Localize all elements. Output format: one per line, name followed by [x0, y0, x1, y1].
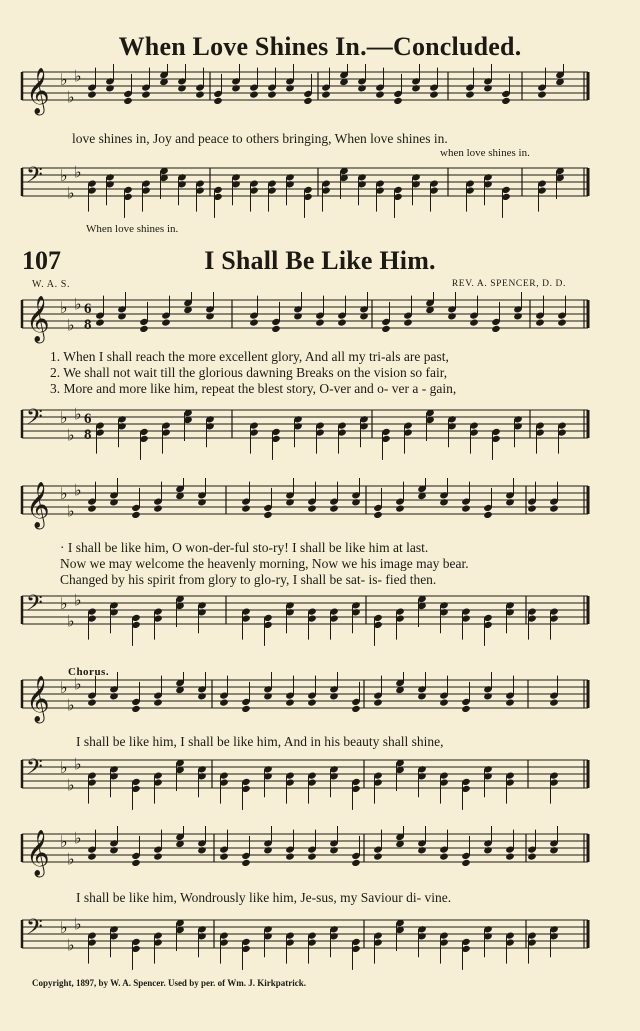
svg-text:♭: ♭ — [67, 315, 75, 335]
svg-text:♭: ♭ — [67, 425, 75, 445]
concluded-title: When Love Shines In.—Concluded. — [118, 32, 522, 61]
verse-3-line-1: 3. More and more like him, repeat the blest story, O-ver and o- ver a - gain, — [50, 381, 457, 396]
verse-3-line-2: Changed by his spirit from glory to glo-ry, I shall be sat- is- fied then. — [60, 572, 437, 587]
svg-text:♭: ♭ — [74, 404, 82, 424]
staff-verse-bass-1 — [0, 396, 640, 476]
chorus-line-1: I shall be like him, I shall be like him, And in his beauty shall shine, — [76, 734, 444, 749]
svg-text:𝄞: 𝄞 — [26, 296, 50, 342]
svg-text:♭: ♭ — [60, 832, 68, 851]
svg-text:♭: ♭ — [74, 162, 82, 182]
svg-text:𝄢: 𝄢 — [26, 591, 43, 621]
svg-text:𝄞: 𝄞 — [26, 482, 50, 528]
verse-2-line-2: Now we may welcome the heavenly morning, Now we his image may bear. — [60, 556, 469, 571]
svg-text:♭: ♭ — [60, 484, 68, 503]
concluded-lyric-echo: when love shines in. — [440, 147, 530, 159]
staff-chorus-treble-1 — [0, 672, 640, 736]
svg-text:𝄞: 𝄞 — [26, 676, 50, 722]
staff-verse-treble-1 — [0, 292, 640, 356]
hymn-title: I Shall Be Like Him. — [204, 246, 436, 275]
svg-text:♭: ♭ — [67, 935, 75, 955]
verse-1-line-2: · I shall be like him, O won-der-ful sto-ry! I shall be like him at last. — [60, 540, 429, 555]
svg-text:♭: ♭ — [67, 849, 75, 869]
verse-1-line-1: 1. When I shall reach the more excellent glory, And all my tri-als are past, — [50, 349, 449, 364]
svg-text:♭: ♭ — [67, 695, 75, 715]
svg-text:♭: ♭ — [74, 754, 82, 774]
concluded-lyric-bass: When love shines in. — [86, 223, 179, 235]
svg-text:♭: ♭ — [74, 828, 82, 848]
svg-text:𝄞: 𝄞 — [26, 68, 50, 114]
svg-text:♭: ♭ — [60, 70, 68, 89]
svg-text:♭: ♭ — [67, 611, 75, 631]
staff-concluded-treble — [0, 64, 640, 134]
svg-text:♭: ♭ — [74, 66, 82, 86]
svg-text:6: 6 — [84, 301, 92, 317]
svg-text:♭: ♭ — [60, 594, 68, 613]
svg-text:♭: ♭ — [74, 590, 82, 610]
credit-words: W. A. S. — [32, 279, 71, 290]
svg-text:♭: ♭ — [67, 87, 75, 107]
concluded-lyric-treble: love shines in, Joy and peace to others bringing, When love shines in. — [72, 131, 448, 146]
svg-text:♭: ♭ — [74, 674, 82, 694]
staff-chorus-treble-2 — [0, 826, 640, 890]
chorus-line-2: I shall be like him, Wondrously like him, Je-sus, my Saviour di- vine. — [76, 890, 452, 905]
svg-text:8: 8 — [84, 427, 92, 443]
staff-concluded-bass — [0, 160, 640, 230]
svg-text:8: 8 — [84, 317, 92, 333]
staff-chorus-bass-2 — [0, 906, 640, 976]
svg-text:𝄢: 𝄢 — [26, 915, 43, 945]
svg-text:♭: ♭ — [74, 480, 82, 500]
verse-2-line-1: 2. We shall not wait till the glorious dawning Breaks on the vision so fair, — [50, 365, 448, 380]
staff-verse-treble-2 — [0, 478, 640, 542]
svg-text:♭: ♭ — [60, 166, 68, 185]
svg-text:𝄢: 𝄢 — [26, 405, 43, 435]
svg-text:♭: ♭ — [67, 501, 75, 521]
svg-text:𝄢: 𝄢 — [26, 163, 43, 193]
svg-text:♭: ♭ — [67, 183, 75, 203]
svg-text:♭: ♭ — [67, 775, 75, 795]
hymn-number: 107 — [22, 246, 61, 275]
svg-text:♭: ♭ — [60, 298, 68, 317]
svg-text:♭: ♭ — [60, 678, 68, 697]
chorus-label: Chorus. — [68, 666, 110, 678]
svg-text:♭: ♭ — [60, 918, 68, 937]
credit-music: REV. A. SPENCER, D. D. — [451, 279, 566, 289]
svg-text:𝄞: 𝄞 — [26, 830, 50, 876]
copyright-footer: Copyright, 1897, by W. A. Spencer. Used by per. of Wm. J. Kirkpatrick. — [32, 978, 306, 988]
svg-text:♭: ♭ — [74, 914, 82, 934]
svg-text:♭: ♭ — [74, 294, 82, 314]
svg-text:♭: ♭ — [60, 758, 68, 777]
staff-verse-bass-2 — [0, 588, 640, 666]
svg-text:6: 6 — [84, 411, 92, 427]
staff-chorus-bass-1 — [0, 752, 640, 818]
svg-text:𝄢: 𝄢 — [26, 755, 43, 785]
svg-text:♭: ♭ — [60, 408, 68, 427]
